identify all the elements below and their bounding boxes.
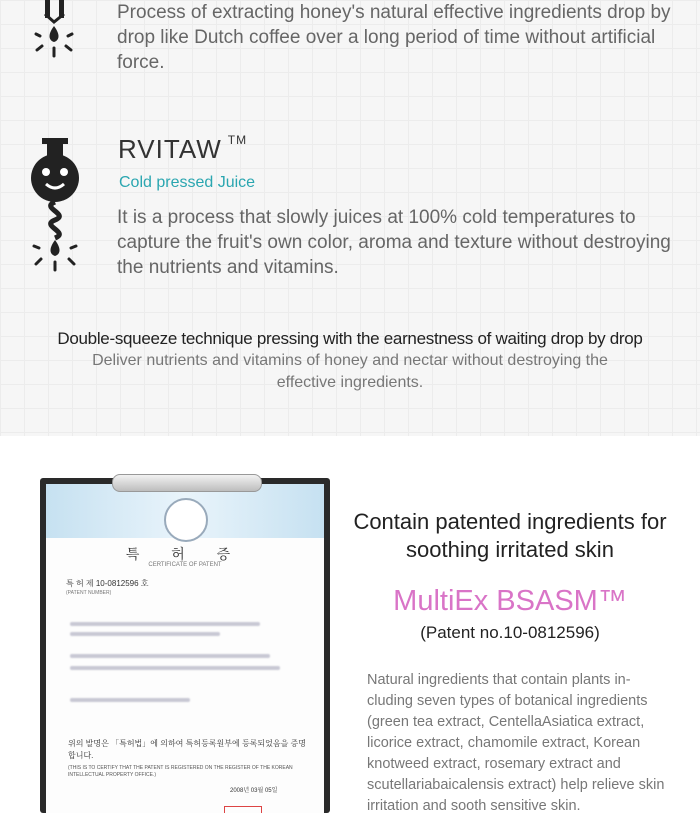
drip-extractor-icon xyxy=(34,0,80,62)
government-seal-icon xyxy=(164,498,208,542)
blurred-text xyxy=(70,632,220,636)
cold-press-flask-icon xyxy=(28,138,82,274)
certificate-caption: CERTIFICATE OF PATENT xyxy=(148,562,222,568)
certificate-date: 2008년 03월 05일 xyxy=(230,788,278,794)
process2-subtitle: Cold pressed Juice xyxy=(119,174,256,191)
certificate-statement-en: (THIS IS TO CERTIFY THAT THE PATENT IS REGISTERED ON THE REGISTER OF THE KOREAN INTELLECTUAL PROPERTY OFFICE.) xyxy=(68,765,293,778)
process2-description: It is a process that slowly juices at 100% cold temperatures to capture the fruit's own color, aroma and texture without destroying the nutrients and vitamins. xyxy=(117,207,671,278)
process1-description: Process of extracting honey's natural effective ingredients drop by drop like Dutch coffee over a long period of time without artificial force. xyxy=(117,2,671,73)
blurred-text xyxy=(70,622,260,626)
process2-title: RVITAW ™ xyxy=(118,133,248,164)
certificate-number-caption: (PATENT NUMBER) xyxy=(66,590,112,596)
trademark-mark: TM xyxy=(227,133,248,148)
certificate-number: 특 허 제 10-0812596 호 xyxy=(66,579,149,588)
blurred-text xyxy=(70,666,280,670)
feature-heading: Contain patented ingredients for soothing irritated skin xyxy=(353,509,667,562)
certificate-title: 특 허 증 xyxy=(125,546,245,562)
clipboard-clamp xyxy=(112,474,262,492)
patent-certificate-image xyxy=(46,484,324,813)
blurred-text xyxy=(70,698,190,702)
patent-number: (Patent no.10-0812596) xyxy=(420,623,600,642)
product-name: MultiEx BSASM™ xyxy=(393,585,627,617)
official-stamp xyxy=(224,806,262,813)
blurred-text xyxy=(70,654,270,658)
certificate-statement: 위의 발명은 「특허법」에 의하여 특허등록원부에 등록되었음을 증명합니다. xyxy=(68,739,306,760)
feature-description: Natural ingredients that contain plants in-cluding seven types of botanical ingredients (green tea extract, CentellaAsiatica extract, licorice extract, chamomile extract, Korean knotweed extract, rosemary extract and scutellariabaicalensis extract) help relieve skin irritation and sooth sensitive skin. xyxy=(367,672,665,814)
summary-heading: Double-squeeze technique pressing with the earnestness of waiting drop by drop xyxy=(57,329,643,348)
summary-body: Deliver nutrients and vitamins of honey and nectar without destroying the effective ingredients. xyxy=(92,352,608,391)
